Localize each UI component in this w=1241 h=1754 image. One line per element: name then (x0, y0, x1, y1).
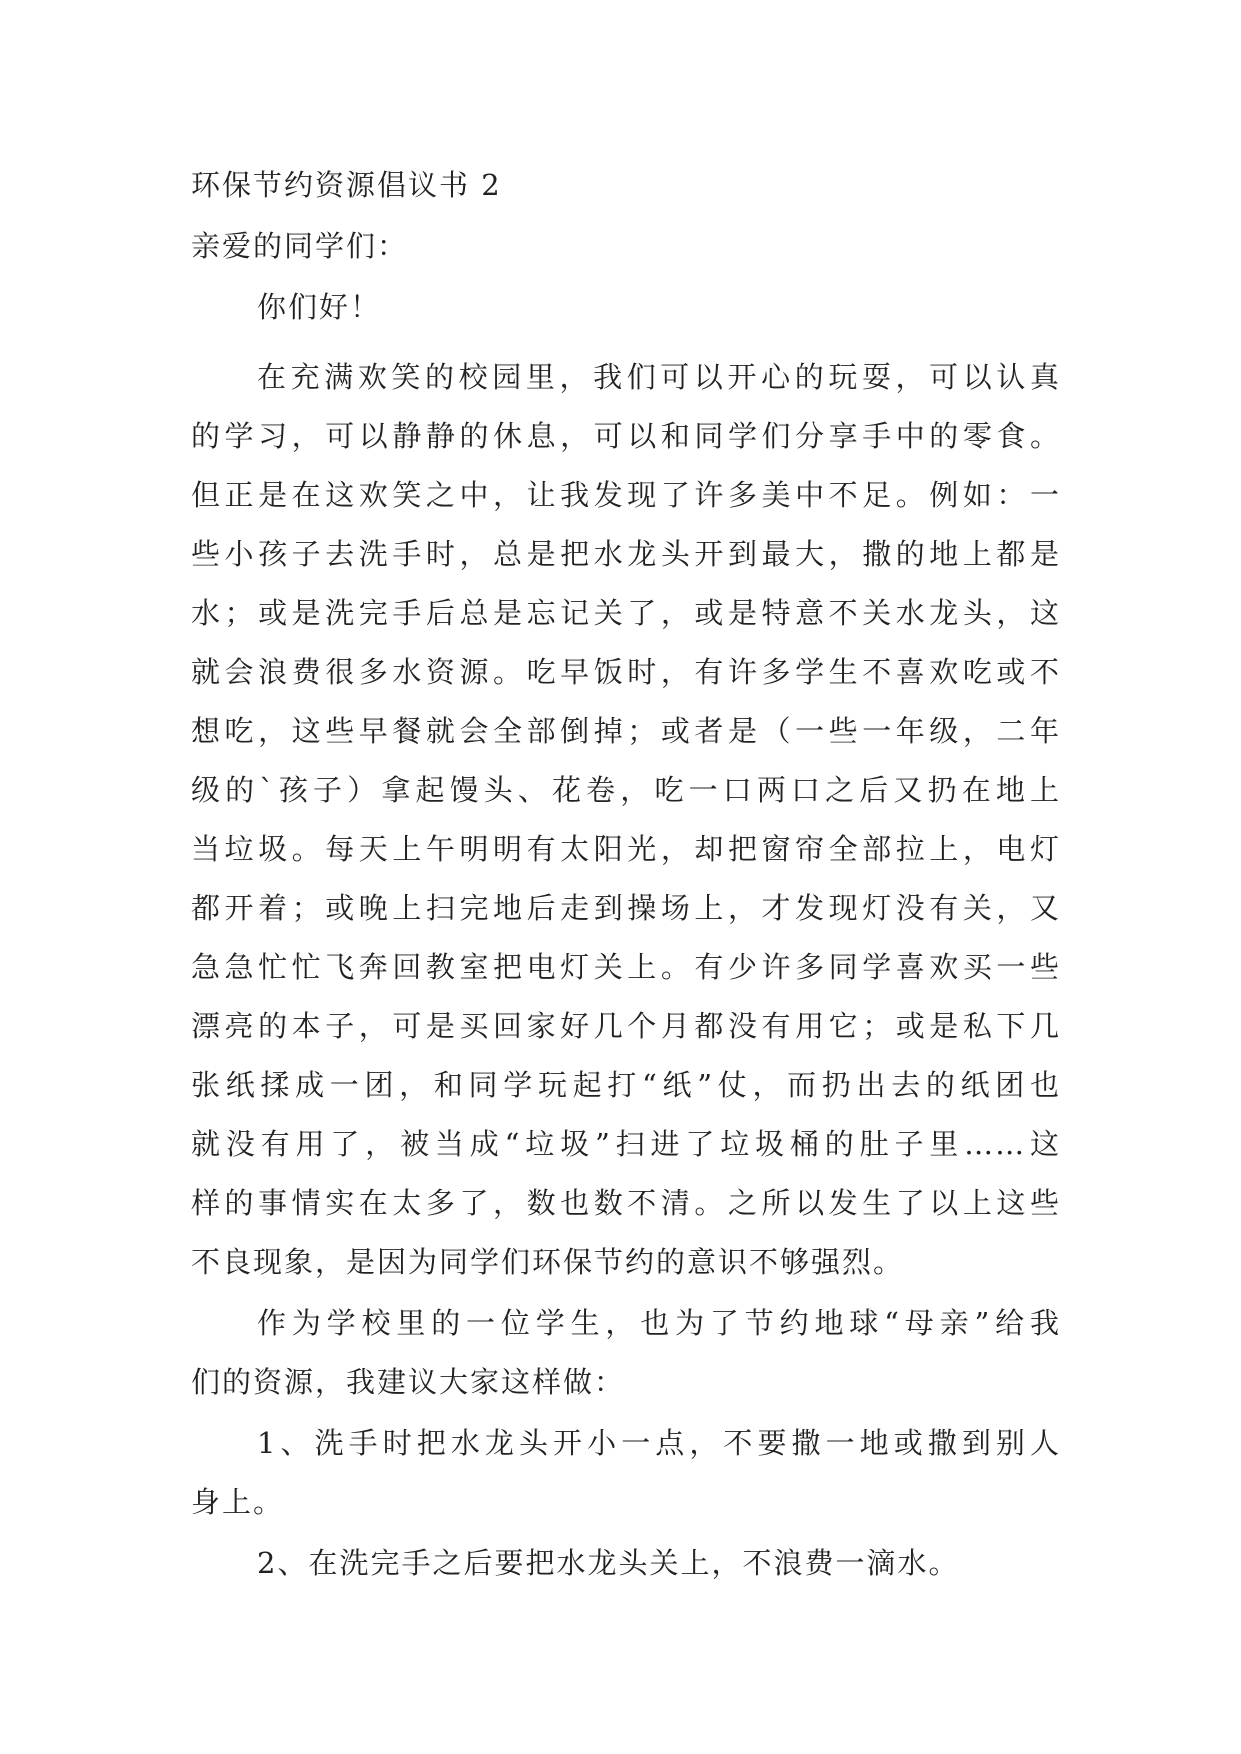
text-line: 在充满欢笑的校园里，我们可以开心的玩耍，可以认真 (257, 360, 1061, 394)
text-line: 漂亮的本子，可是买回家好几个月都没有用它；或是私下几 (191, 1009, 1061, 1043)
text-line: 些小孩子去洗手时，总是把水龙头开到最大，撒的地上都是 (191, 537, 1061, 571)
paragraph-suggestion-1 (191, 1414, 1061, 1532)
text-line: 想吃，这些早餐就会全部倒掉；或者是（一些一年级，二年 (191, 714, 1061, 748)
text-line: 2、在洗完手之后要把水龙头关上，不浪费一滴水。 (257, 1546, 960, 1580)
text-line: 不良现象，是因为同学们环保节约的意识不够强烈。 (191, 1245, 905, 1279)
text-line: 就会浪费很多水资源。吃早饭时，有许多学生不喜欢吃或不 (191, 655, 1061, 689)
text-line: 但正是在这欢笑之中，让我发现了许多美中不足。例如：一 (191, 478, 1061, 512)
document-title: 环保节约资源倡议书 2 (191, 168, 502, 202)
text-line: 级的`孩子）拿起馒头、花卷，吃一口两口之后又扔在地上 (191, 773, 1061, 807)
text-line: 水；或是洗完手后总是忘记关了，或是特意不关水龙头，这 (191, 596, 1061, 630)
greeting: 你们好！ (257, 290, 382, 324)
text-line: 的学习，可以静静的休息，可以和同学们分享手中的零食。 (191, 419, 1061, 453)
text-line: 身上。 (191, 1485, 285, 1519)
text-line: 张纸揉成一团，和同学玩起打“纸”仗，而扔出去的纸团也 (191, 1068, 1061, 1102)
paragraph-observations (191, 348, 1061, 1292)
document-body (191, 163, 1061, 1595)
salutation: 亲爱的同学们： (191, 229, 409, 263)
text-line: 都开着；或晚上扫完地后走到操场上，才发现灯没有关，又 (191, 891, 1061, 925)
text-line: 急急忙忙飞奔回教室把电灯关上。有少许多同学喜欢买一些 (191, 950, 1061, 984)
text-line: 当垃圾。每天上午明明有太阳光，却把窗帘全部拉上，电灯 (191, 832, 1061, 866)
text-line: 就没有用了，被当成“垃圾”扫进了垃圾桶的肚子里……这 (191, 1127, 1061, 1161)
paragraph-suggestion-2 (191, 1534, 1061, 1593)
text-line: 样的事情实在太多了，数也数不清。之所以发生了以上这些 (191, 1186, 1061, 1220)
text-line: 作为学校里的一位学生，也为了节约地球“母亲”给我 (257, 1306, 1061, 1340)
text-line: 1、洗手时把水龙头开小一点，不要撒一地或撒到别人 (257, 1426, 1061, 1460)
text-line: 们的资源，我建议大家这样做： (191, 1365, 626, 1399)
paragraph-proposal-intro (191, 1294, 1061, 1412)
